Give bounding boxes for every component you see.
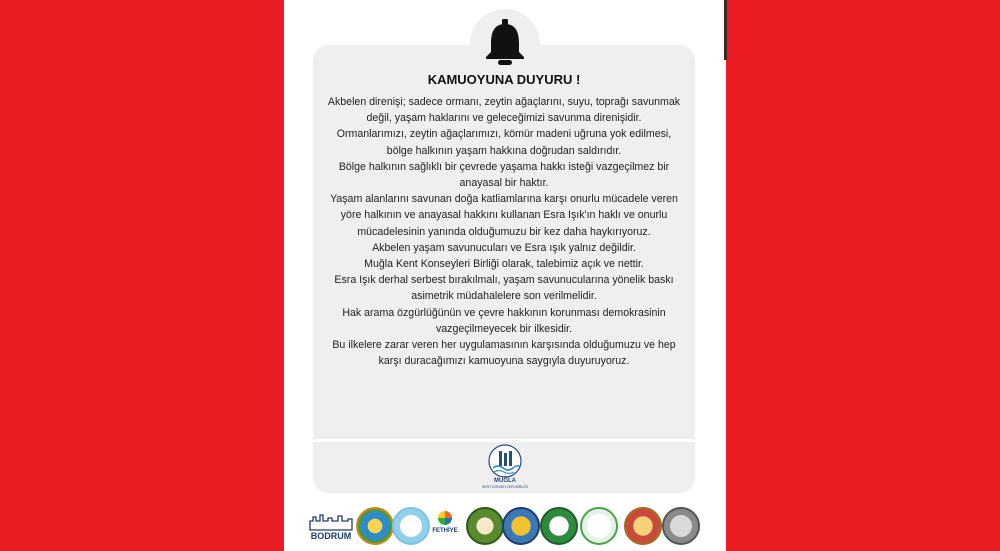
partner-logo-wave-icon — [392, 507, 430, 545]
notice-paragraph: Muğla Kent Konseyleri Birliği olarak, talebimiz açık ve nettir. — [364, 258, 644, 271]
bell-icon — [483, 18, 527, 66]
partner-logos-row — [304, 505, 704, 549]
logo-bodrum — [308, 511, 354, 547]
partner-logo-green-seal-icon — [466, 507, 504, 545]
notice-paragraph: Esra Işık derhal serbest bırakılmalı, yaşam savunucularına yönelik baskı asimetrik müdahalelere son verilmelidir. — [334, 274, 674, 303]
logo-fethiye — [430, 511, 460, 545]
partner-logo-figures-seal-icon — [624, 507, 662, 545]
council-name: MUĞLA — [494, 478, 516, 484]
partner-logo-leaf-icon — [580, 507, 618, 545]
page-edge — [724, 0, 727, 60]
notice-paragraph: Bölge halkının sağlıklı bir çevrede yaşama hakkı isteği vazgeçilmez bir anayasal bir haktır. — [338, 160, 670, 190]
mugla-council-logo — [477, 444, 533, 494]
notice-body — [326, 94, 682, 369]
notice-paragraph: Bu ilkelere zarar veren her uygulamasının karşısında olduğumuzu ve hep karşı duracağımızı kamuoyuna saygıyla duyuruyoruz. — [332, 339, 676, 368]
partner-logo-grey-seal-icon — [662, 507, 700, 545]
card-divider — [313, 439, 695, 442]
council-subtitle: KENT KONSEYLERİ BİRLİĞİ — [481, 485, 529, 489]
notice-paragraph: Ormanlarımızı, zeytin ağaçlarımızı, kömür madeni uğruna yok edilmesi, bölge halkının yaşam hakkına doğrudan saldırıdır. — [336, 128, 672, 157]
notice-title: KAMUOYUNA DUYURU ! — [427, 72, 581, 87]
partner-logo-map-seal-icon — [502, 507, 540, 545]
notice-paragraph: Hak arama özgürlüğünün ve çevre hakkının korunması demokrasinin vazgeçilmeyecek bir ilkesidir. — [342, 306, 666, 335]
fethiye-dot-icon — [438, 511, 452, 525]
bodrum-skyline-icon — [308, 511, 354, 531]
fethiye-text: FETHİYE — [432, 528, 458, 534]
notice-paragraph: Akbelen yaşam savunucuları ve Esra ışık yalnız değildir. — [372, 241, 636, 254]
bodrum-text: BODRUM — [310, 531, 352, 541]
partner-logo-people-seal-icon — [540, 507, 578, 545]
partner-logo-sun-icon — [356, 507, 394, 545]
notice-paragraph: Akbelen direnişi; sadece ormanı, zeytin ağaçlarını, suyu, toprağı savunmak değil, yaşam haklarını ve geleceğimizi savunma direnişidir. — [327, 96, 681, 125]
mugla-council-emblem-icon — [488, 444, 522, 478]
notice-paragraph: Yaşam alanlarını savunan doğa katliamlarına karşı onurlu mücadele veren yöre halkının ve anayasal hakkını kullanan Esra Işık'ın haklı ve onurlu mücadelesinin yanında olduğumuzu bir kez daha haykırıyoruz. — [330, 193, 678, 238]
